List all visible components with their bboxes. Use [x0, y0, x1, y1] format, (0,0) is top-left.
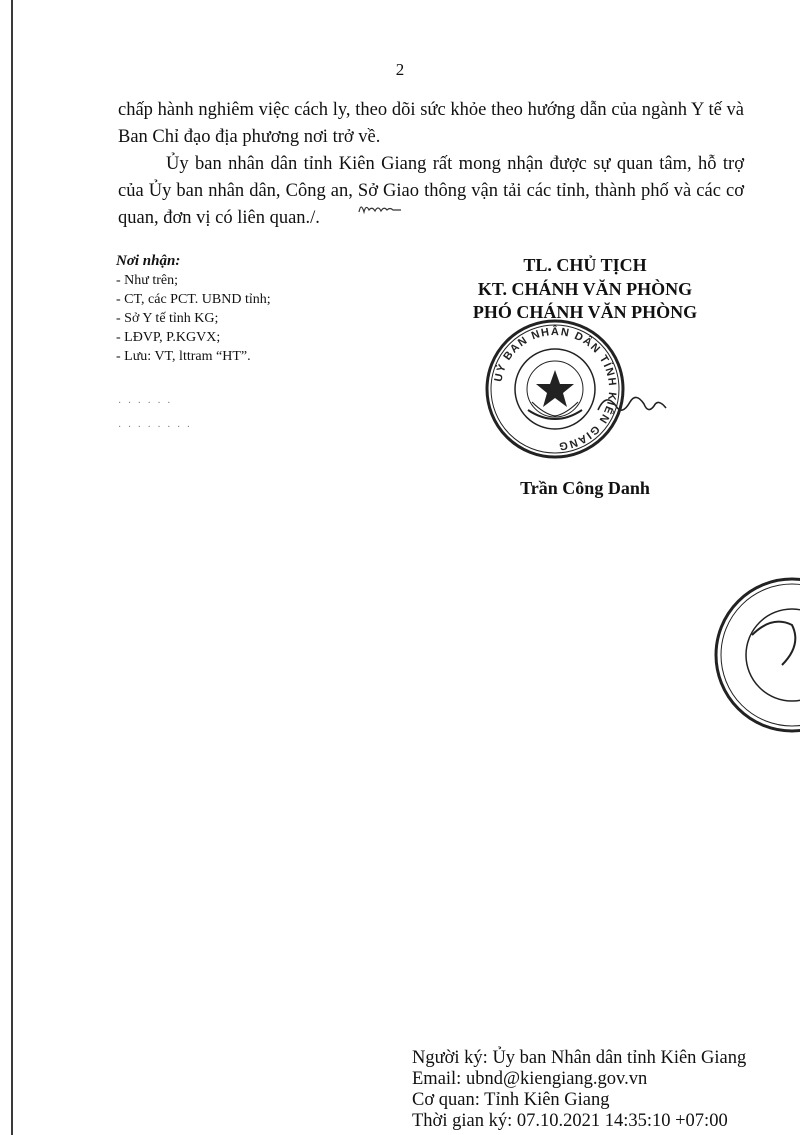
digital-time: Thời gian ký: 07.10.2021 14:35:10 +07:00 [412, 1111, 728, 1131]
handwritten-initials-icon [357, 200, 403, 218]
digital-agency: Cơ quan: Tỉnh Kiên Giang [412, 1090, 610, 1110]
recipients-block [116, 252, 271, 366]
signature-title-block [440, 254, 730, 325]
digital-signature-block [412, 1048, 746, 1132]
seal-text: UỶ BAN NHÂN DÂN TỈNH KIÊN GIANG [492, 325, 619, 453]
recipient-item: - Sở Y tế tỉnh KG; [116, 311, 219, 326]
partial-seal-edge-icon [712, 575, 800, 735]
recipients-title: Nơi nhận: [116, 253, 181, 269]
digital-signer: Người ký: Ủy ban Nhân dân tỉnh Kiên Giang [412, 1048, 747, 1068]
recipient-item: - LĐVP, P.KGVX; [116, 330, 221, 345]
recipient-item: - Như trên; [116, 273, 179, 288]
body-paragraph-1: chấp hành nghiêm việc cách ly, theo dõi sức khỏe theo hướng dẫn của ngành Y tế và Ban Chỉ đạo địa phương nơi trở về. [118, 100, 744, 147]
recipient-item: - CT, các PCT. UBND tỉnh; [116, 292, 271, 307]
signer-name: Trần Công Danh [520, 478, 650, 498]
scan-noise: · · · · · · · · [118, 422, 193, 433]
digital-email: Email: ubnd@kiengiang.gov.vn [412, 1069, 648, 1089]
body-paragraph-2-text: Ủy ban nhân dân tỉnh Kiên Giang rất mong nhận được sự quan tâm, hỗ trợ của Ủy ban nhân dân, Công an, Sở Giao thông vận tải các tỉnh, thành phố và các cơ quan, đơn vị có liên quan./. [118, 154, 744, 228]
signature-title-line-1: TL. CHỦ TỊCH [523, 255, 647, 275]
handwritten-signature-icon [596, 388, 668, 422]
scan-noise: · · · · · · [118, 398, 173, 409]
signature-title-line-2: KT. CHÁNH VĂN PHÒNG [477, 278, 693, 299]
page-number: 2 [395, 60, 405, 79]
signature-title-line-3: PHÓ CHÁNH VĂN PHÒNG [472, 302, 698, 322]
recipient-item: - Lưu: VT, lttram “HT”. [116, 349, 251, 364]
recipients-list [116, 271, 271, 366]
page-left-edge-line [11, 0, 13, 1135]
body-paragraph-2 [118, 151, 744, 232]
